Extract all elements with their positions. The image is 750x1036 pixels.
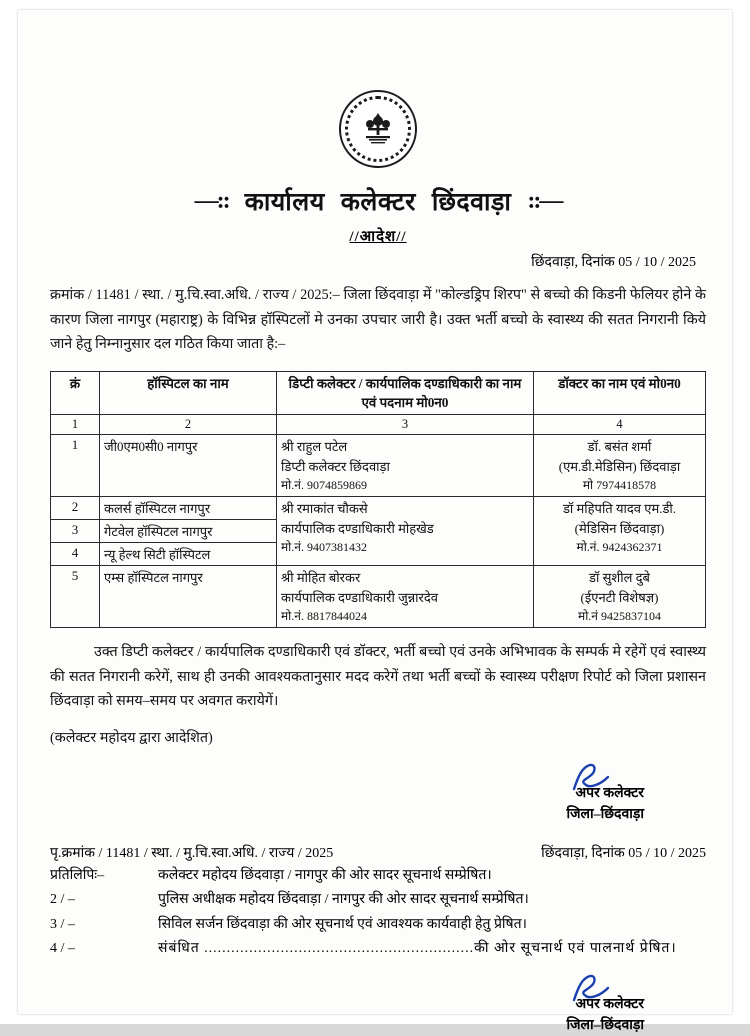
headline-right-dash: ::— xyxy=(527,187,562,214)
doctor-mobile: मो.नं 9425837104 xyxy=(578,609,661,624)
copy-item-number: 3 / – xyxy=(50,916,75,932)
cell-deputy-collector xyxy=(277,497,534,566)
emblem-container xyxy=(50,90,706,168)
th-serial: क्रं xyxy=(51,371,100,415)
copy-item-text: संबंधित ............................................................की ओर सूचनार्थ एवं पालनार्थ प्रेषित। xyxy=(158,941,677,957)
cell-serial: 5 xyxy=(51,566,100,628)
dc-name: श्री राहुल पटेल xyxy=(281,439,348,455)
colnum-1: 1 xyxy=(51,415,100,435)
headline-left-dash: —:: xyxy=(194,187,229,214)
doctor-name: डॉ महिपति यादव एम.डी. xyxy=(562,501,677,517)
th-hospital: हॉस्पिटल का नाम xyxy=(100,371,277,415)
table-row xyxy=(51,435,706,497)
colnum-4: 4 xyxy=(534,415,706,435)
cell-serial: 1 xyxy=(51,435,100,497)
signature-title: अपर कलेक्टर xyxy=(575,996,644,1012)
cell-hospital: एम्स हॉस्पिटल नागपुर xyxy=(100,566,277,628)
signature-title: अपर कलेक्टर xyxy=(575,785,644,801)
signature-district: जिला–छिंदवाड़ा xyxy=(566,1017,644,1033)
doctor-designation: (ईएनटी विशेषज्ञ) xyxy=(580,589,659,605)
paper-sheet xyxy=(18,10,732,1033)
copy-label: प्रतिलिपिः– xyxy=(50,867,105,883)
paragraph-ordered-by: (कलेक्टर महोदय द्वारा आदेशित) xyxy=(50,730,213,746)
dc-designation: कार्यपालिक दण्डाधिकारी मोहखेड xyxy=(281,520,434,536)
document-headline xyxy=(50,184,706,218)
colnum-3: 3 xyxy=(277,415,534,435)
dc-name: श्री रमाकांत चौकसे xyxy=(281,501,368,517)
dc-designation: डिप्टी कलेक्टर छिंदवाड़ा xyxy=(281,458,390,474)
footer-ref-number: पृ.क्रमांक / 11481 / स्था. / मु.चि.स्वा.अधि. / राज्य / 2025 xyxy=(50,845,334,861)
doctor-mobile: मो 7974418578 xyxy=(582,478,657,493)
cell-doctor xyxy=(534,497,706,566)
cell-deputy-collector xyxy=(277,566,534,628)
list-item xyxy=(50,937,706,962)
colnum-2: 2 xyxy=(100,415,277,435)
committee-table xyxy=(50,371,706,629)
headline-word-chhindwara: छिंदवाड़ा xyxy=(431,189,512,216)
doctor-mobile: मो.नं. 9424362371 xyxy=(576,540,663,555)
list-item xyxy=(50,864,706,889)
headline-word-collector: कलेक्टर xyxy=(340,189,416,216)
dc-mobile: मो.नं. 9407381432 xyxy=(281,540,367,555)
distribution-list xyxy=(50,864,706,962)
table-column-number-row xyxy=(51,415,706,435)
document-content xyxy=(50,28,706,1033)
doctor-designation: (मेडिसिन छिंदवाड़ा) xyxy=(574,520,665,536)
cell-deputy-collector xyxy=(277,435,534,497)
signature-district: जिला–छिंदवाड़ा xyxy=(566,806,644,822)
dc-designation: कार्यपालिक दण्डाधिकारी जुन्नारदेव xyxy=(281,589,438,605)
headline-word-karyalay: कार्यालय xyxy=(244,189,325,216)
signature-block-bottom xyxy=(50,972,706,1036)
dc-name: श्री मोहित बोरकर xyxy=(281,570,361,586)
doctor-name: डॉ. बसंत शर्मा xyxy=(587,439,652,455)
lion-capital-icon xyxy=(358,109,398,149)
cell-doctor xyxy=(534,566,706,628)
doctor-designation: (एम.डी.मेडिसिन) छिंदवाड़ा xyxy=(558,458,681,474)
list-item xyxy=(50,913,706,938)
signature-block-top xyxy=(50,761,706,825)
dc-mobile: मो.नं. 8817844024 xyxy=(281,609,367,624)
cell-hospital: गेटवेल हॉस्पिटल नागपुर xyxy=(100,520,277,543)
cell-hospital: जी0एम0सी0 नागपुर xyxy=(100,435,277,497)
place-date: छिंदवाड़ा, दिनांक 05 / 10 / 2025 xyxy=(531,255,696,270)
copy-item-text: पुलिस अधीक्षक महोदय छिंदवाड़ा / नागपुर की ओर सादर सूचनार्थ सम्प्रेषित। xyxy=(158,892,529,908)
copy-item-number: 4 / – xyxy=(50,941,75,957)
list-item xyxy=(50,888,706,913)
cell-serial: 2 xyxy=(51,497,100,520)
paragraph-intro: क्रमांक / 11481 / स्था. / मु.चि.स्वा.अधि. / राज्य / 2025:– जिला छिंदवाड़ा में "कोल्डड्रिप शिरप" से बच्चो की किडनी फेलियर होने के कारण जिला नागपुर (महाराष्ट्र) के विभिन्न हॉस्पिटलों मे उनका उपचार जारी है। उक्त भर्ती बच्चो के स्वास्थ्य की सतत निगरानी किये जाने हेतु निम्नानुसार दल गठित किया जाता है:– xyxy=(50,287,706,353)
dc-mobile: मो.नं. 9074859869 xyxy=(281,478,367,493)
cell-serial: 4 xyxy=(51,543,100,566)
table-row xyxy=(51,566,706,628)
table-row xyxy=(51,497,706,520)
copy-item-text: कलेक्टर महोदय छिंदवाड़ा / नागपुर की ओर सादर सूचनार्थ सम्प्रेषित। xyxy=(158,867,492,883)
th-doctor: डॉक्टर का नाम एवं मो0न0 xyxy=(534,371,706,415)
state-emblem-icon xyxy=(339,90,417,168)
footer-reference-row xyxy=(50,843,706,862)
cell-doctor xyxy=(534,435,706,497)
table-header-row xyxy=(51,371,706,415)
order-label-text: //आदेश// xyxy=(349,229,407,245)
doctor-name: डॉ सुशील दुबे xyxy=(589,570,650,586)
copy-item-number: 2 / – xyxy=(50,892,75,908)
th-deputy-collector: डिप्टी कलेक्टर / कार्यपालिक दण्डाधिकारी का नाम एवं पदनाम मो0न0 xyxy=(277,371,534,415)
footer-place-date: छिंदवाड़ा, दिनांक 05 / 10 / 2025 xyxy=(541,845,706,861)
cell-hospital: न्यू हेल्थ सिटी हॉस्पिटल xyxy=(100,543,277,566)
cell-serial: 3 xyxy=(51,520,100,543)
paragraph-instructions: उक्त डिप्टी कलेक्टर / कार्यपालिक दण्डाधिकारी एवं डॉक्टर, भर्ती बच्चो एवं उनके अभिभावक के सम्पर्क मे रहेगें एवं स्वास्थ्य की सतत निगरानी करेगें, साथ ही उनकी आवश्यकतानुसार मदद करेगें तथा भर्ती बच्चों के स्वास्थ्य परीक्षण रिपोर्ट को जिला प्रशासन छिंदवाड़ा को समय–समय पर अवगत करायेगें। xyxy=(50,644,706,710)
copy-item-text: सिविल सर्जन छिंदवाड़ा की ओर सूचनार्थ एवं आवश्यक कार्यवाही हेतु प्रेषित। xyxy=(158,916,527,932)
cell-hospital: कलर्स हॉस्पिटल नागपुर xyxy=(100,497,277,520)
order-label xyxy=(50,226,706,246)
